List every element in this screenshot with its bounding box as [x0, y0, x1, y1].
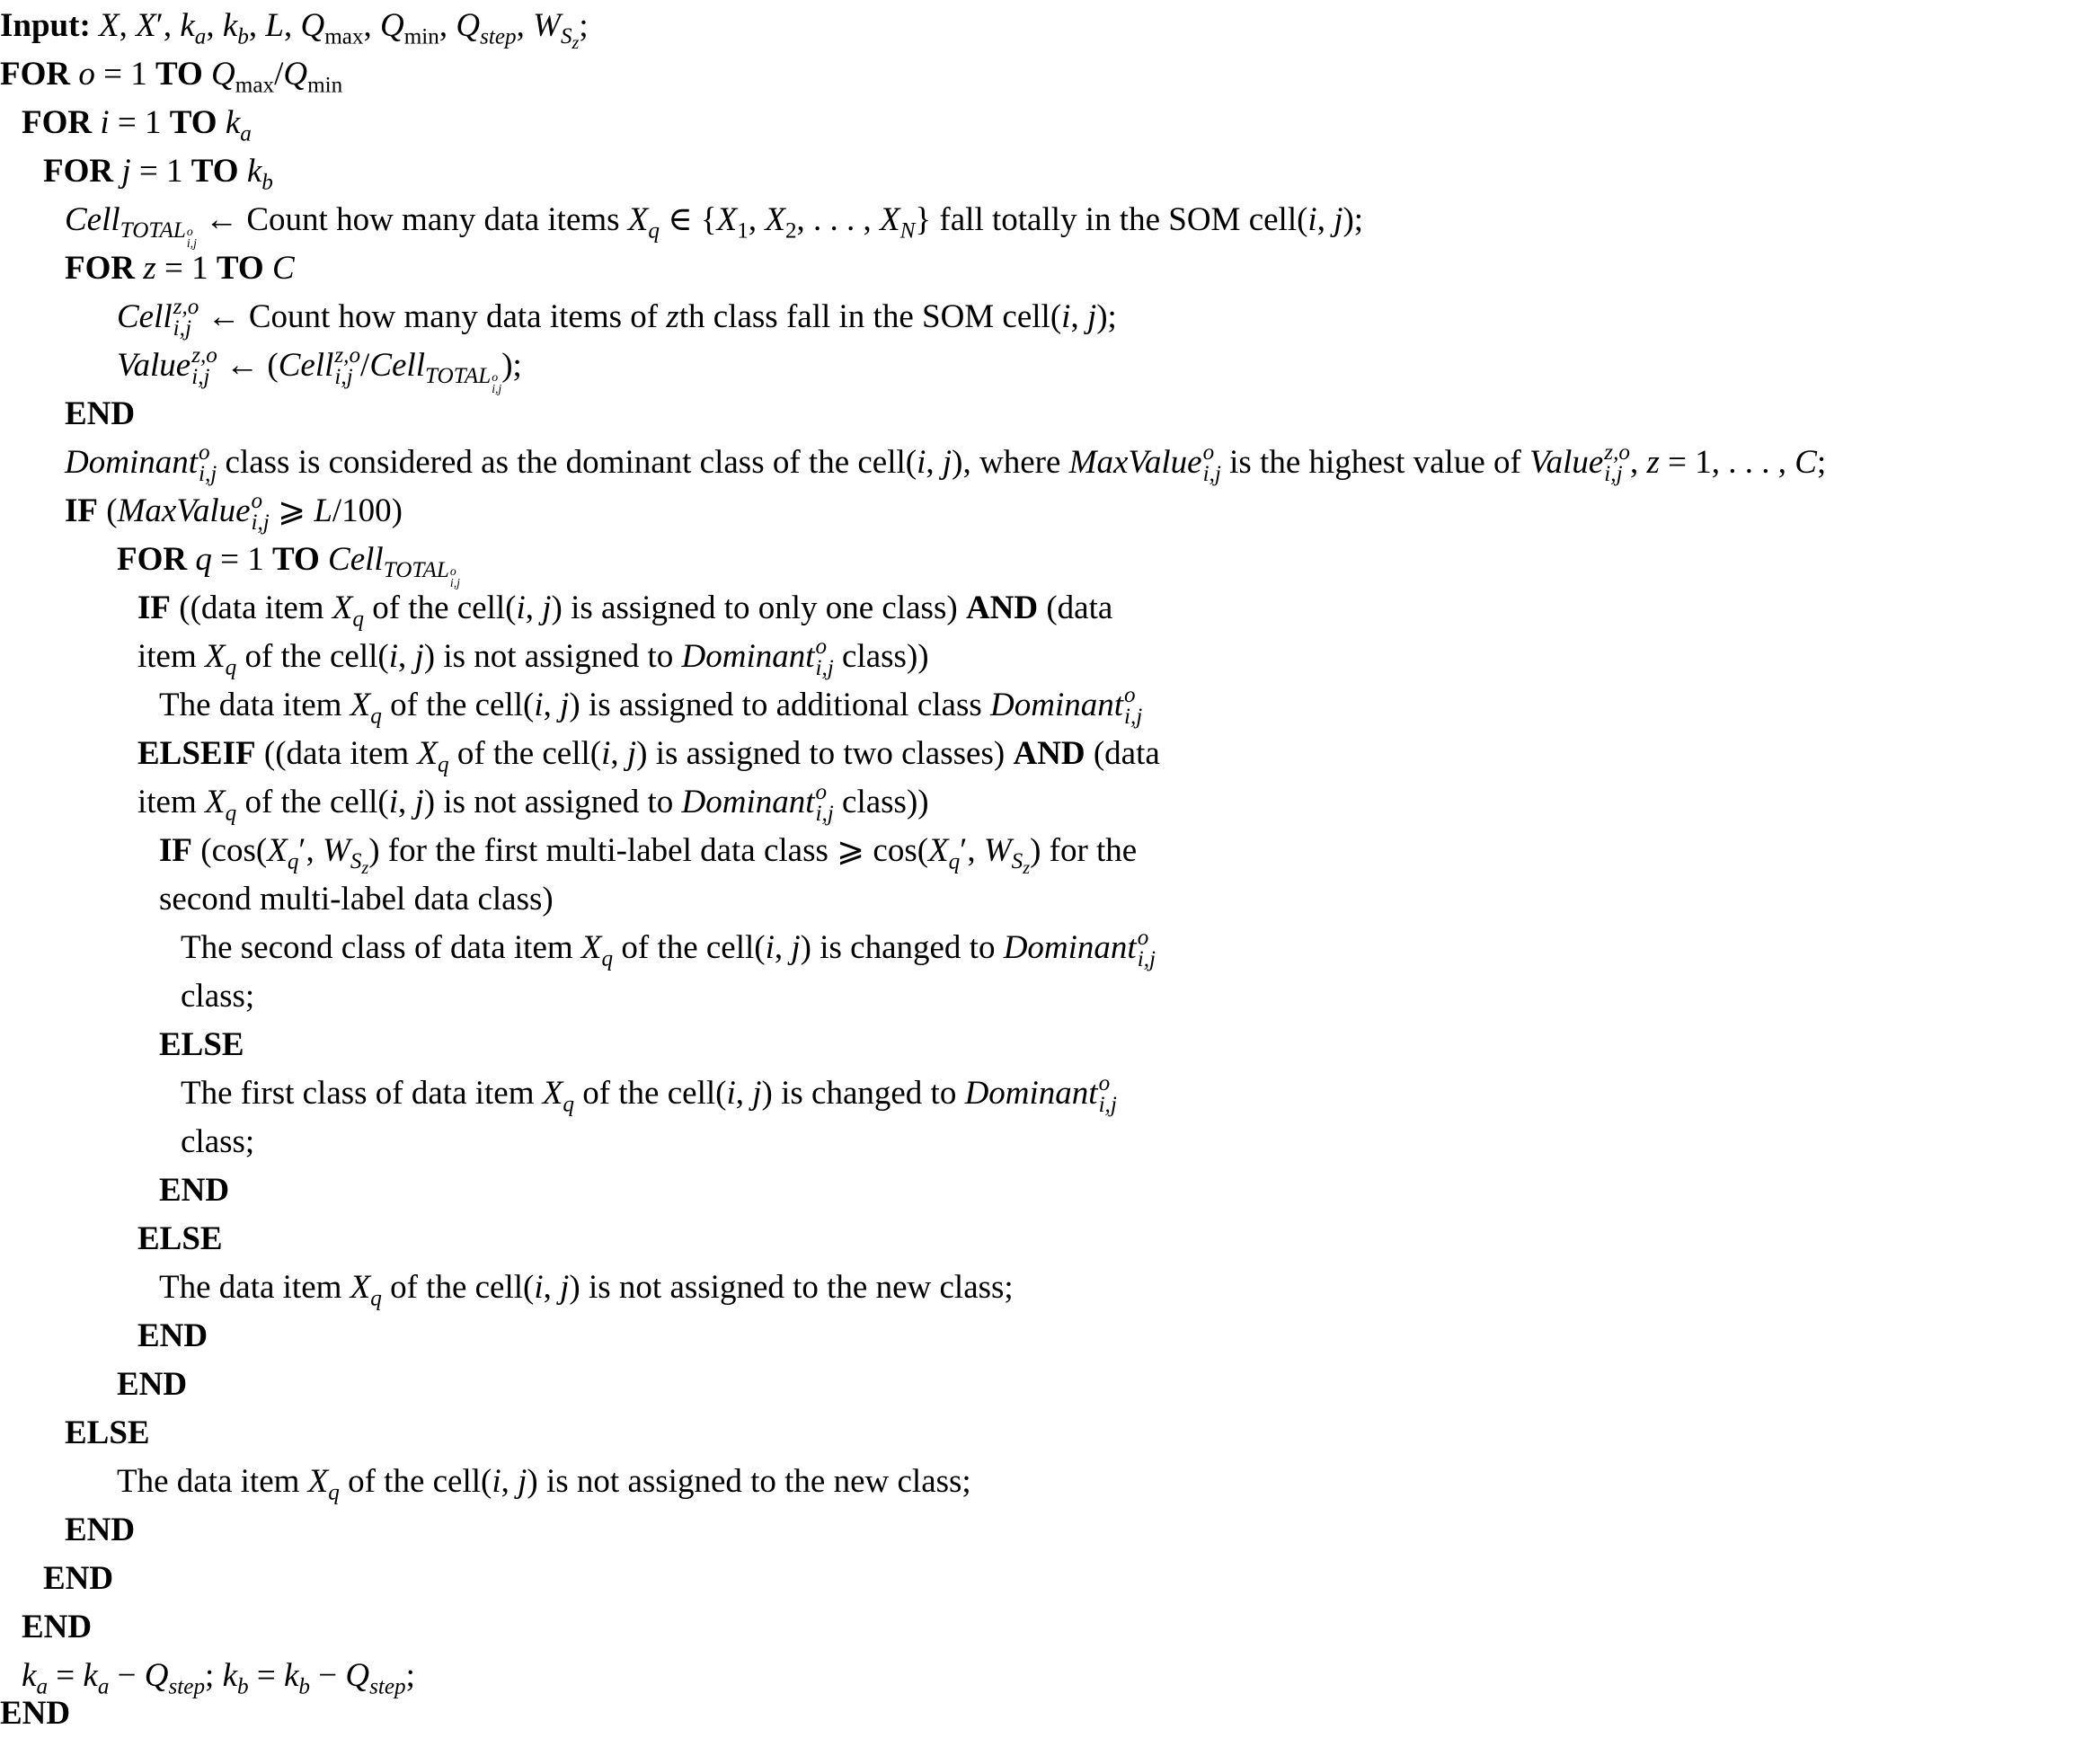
- algorithm-line: $k_a = k_a - Q_{step}$; $k_b = k_b - Q_{step}$;: [22, 1657, 415, 1699]
- algorithm-line: Input: X, X′, $k_a$, $k_b$, L, $Q_{max}$, $Q_{min}$, $Q_{step}$, $W_{S_z}$;: [0, 7, 589, 54]
- algorithm-line: The first class of data item $X_q$ of the cell(i, j) is changed to Dominant o i,j: [181, 1070, 1117, 1117]
- algorithm-line: END: [159, 1172, 230, 1209]
- algorithm-line: IF (MaxValue o i,j ⩾ L/100): [65, 488, 403, 535]
- algorithm-line: IF ((data item $X_q$ of the cell(i, j) is assigned to only one class) AND (data: [137, 590, 1113, 632]
- algorithm-line: END: [65, 395, 136, 432]
- algorithm-line: FOR i = 1 TO $k_a$: [22, 104, 252, 146]
- algorithm-line: FOR q = 1 TO Cell$_{TOTAL _{o i,j}}$: [117, 541, 460, 590]
- algorithm-line: Value z,o i,j ← (Cell z,o i,j /Cell$_{TOTAL _{o i,j}}$ );: [117, 342, 522, 395]
- algorithm-line: The data item $X_q$ of the cell(i, j) is not assigned to the new class;: [159, 1269, 1014, 1311]
- algorithm-line: FOR j = 1 TO $k_b$: [43, 153, 273, 195]
- algorithm-line: END: [117, 1366, 188, 1403]
- algorithm-line: ELSE: [137, 1220, 223, 1257]
- algorithm-line: Cell$_{TOTAL _{o i,j}}$ ← Count how many data items $X_q$ ∈ {$X_1$, $X_2$, . . . , $X_N$} fall totally in the SOM cell(i, j);: [65, 201, 1364, 250]
- algorithm-line: FOR o = 1 TO $Q_{max}/Q_{min}$: [0, 56, 343, 98]
- algorithm-line: item $X_q$ of the cell(i, j) is not assigned to Dominant o i,j class)): [137, 634, 929, 680]
- algorithm-line: END: [0, 1695, 71, 1732]
- algorithm-line: FOR z = 1 TO C: [65, 250, 295, 287]
- algorithm-line: Cell z,o i,j ← Count how many data items of zth class fall in the SOM cell(i, j);: [117, 294, 1117, 341]
- algorithm-line: ELSE: [65, 1414, 150, 1451]
- algorithm-line: The data item $X_q$ of the cell(i, j) is assigned to additional class Dominant o i,j: [159, 682, 1143, 729]
- algorithm-line: class;: [181, 1123, 255, 1160]
- algorithm-line: ELSE: [159, 1026, 244, 1063]
- algorithm-line: The data item $X_q$ of the cell(i, j) is not assigned to the new class;: [117, 1463, 971, 1505]
- algorithm-line: IF ($\cos(X_q'$, $W_{S_z}$) for the first multi-label data class ⩾ $\cos(X_q'$, $W_{S_z}$) for the: [159, 832, 1138, 879]
- algorithm-line: END: [22, 1609, 93, 1645]
- algorithm-line: second multi-label data class): [159, 881, 554, 918]
- algorithm-line: Dominant o i,j class is considered as the dominant class of the cell(i, j), where MaxValue o i,j is the highest value of Value z,o i,j , z = 1, . . . , C;: [65, 439, 1827, 486]
- algorithm-line: class;: [181, 978, 255, 1015]
- algorithm-line: END: [43, 1560, 114, 1597]
- algorithm-line: END: [137, 1317, 208, 1354]
- algorithm-line: ELSEIF ((data item $X_q$ of the cell(i, j) is assigned to two classes) AND (data: [137, 735, 1160, 777]
- algorithm-line: item $X_q$ of the cell(i, j) is not assigned to Dominant o i,j class)): [137, 779, 929, 826]
- algorithm-line: The second class of data item $X_q$ of the cell(i, j) is changed to Dominant o i,j: [181, 925, 1156, 971]
- algorithm-line: END: [65, 1512, 136, 1548]
